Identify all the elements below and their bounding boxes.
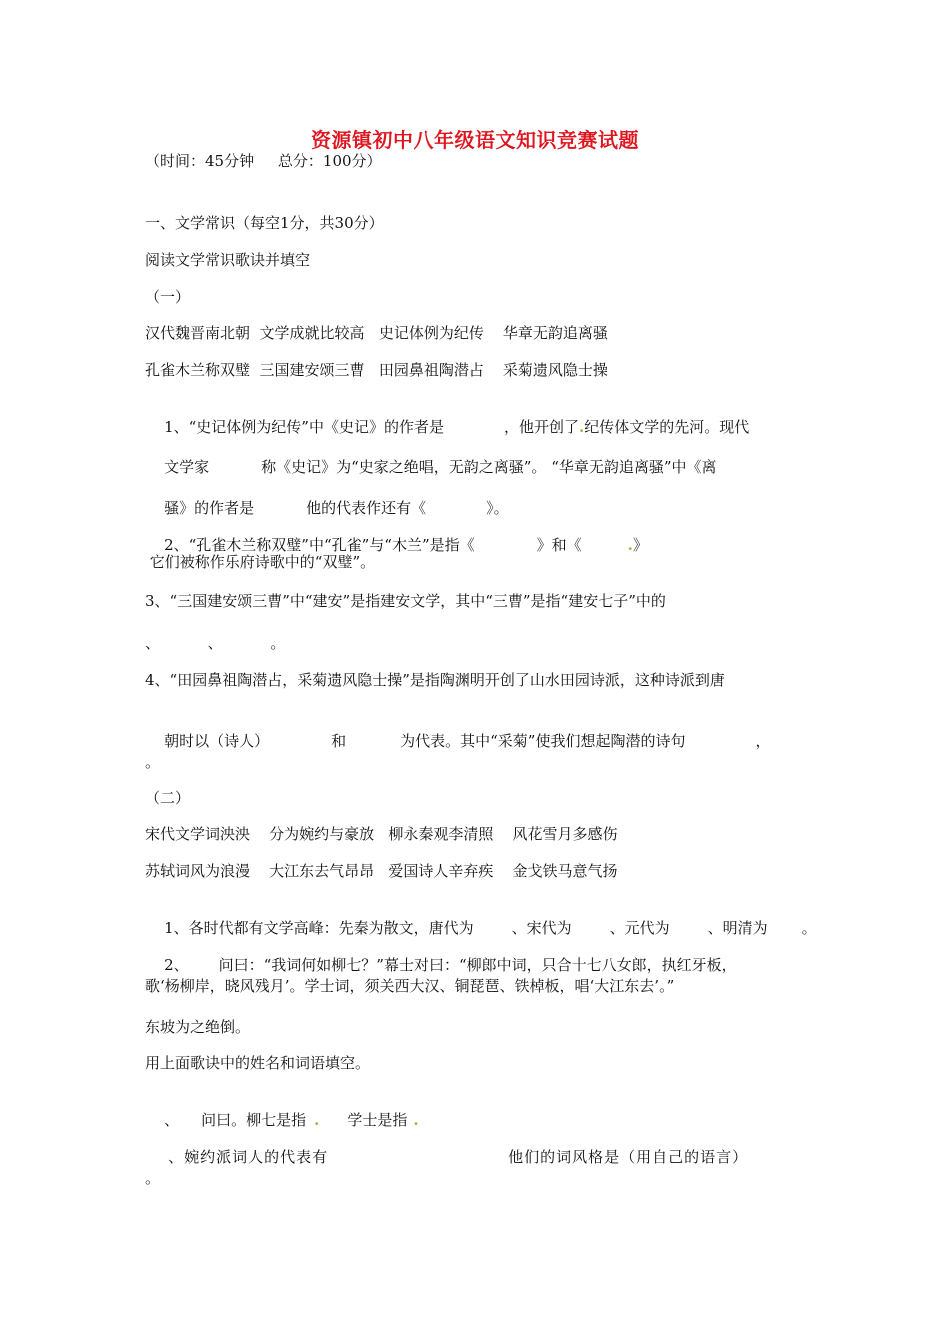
question-1-3-line-2: 、 、 。 bbox=[145, 634, 286, 652]
question-text: 问曰：“我词何如柳七？”幕士对曰：“柳郎中词，只合十七八女郎，执红牙板， bbox=[218, 956, 737, 974]
question-text: 、元代为 bbox=[609, 919, 670, 937]
part-1-verse-2: 孔雀木兰称双璧 三国建安颂三曹 田园鼻祖陶潜占 采菊遗风隐士操 bbox=[145, 361, 608, 379]
question-text: 》。 bbox=[486, 499, 509, 517]
question-text: ，他开创了 bbox=[503, 418, 579, 436]
part-2-instruction: 用上面歌诀中的姓名和词语填空。 bbox=[145, 1054, 371, 1072]
question-text: 》 bbox=[632, 536, 648, 554]
mark-dot: . bbox=[314, 1111, 320, 1129]
part-1-label: （一） bbox=[145, 288, 191, 306]
question-1-4-line-2 bbox=[145, 711, 770, 771]
question-1-3-line-1: 3、“三国建安颂三曹”中“建安”是指建安文学，其中“三曹”是指“建安七子”中的 bbox=[145, 592, 666, 610]
mark-dot: . bbox=[578, 418, 585, 436]
question-text: 。 bbox=[801, 919, 817, 937]
section-1-heading: 一、文学常识（每空1分，共30分） bbox=[145, 214, 384, 232]
part-1-verse-1: 汉代魏晋南北朝 文学成就比较高 史记体例为纪传 华章无韵追离骚 bbox=[145, 324, 608, 342]
question-1-2-line-2: 它们被称作乐府诗歌中的“双璧”。 bbox=[145, 553, 376, 571]
question-text: 、婉约派词人的代表有 bbox=[168, 1148, 329, 1166]
question-text: 1、各时代都有文学高峰：先秦为散文，唐代为 bbox=[164, 919, 474, 937]
question-1-4-line-1: 4、“田园鼻祖陶潜占，采菊遗风隐士操”是指陶渊明开创了山水田园诗派，这种诗派到唐 bbox=[145, 671, 725, 689]
question-text: 2、“孔雀木兰称双璧”中“孔雀”与“木兰”是指《 bbox=[164, 536, 475, 554]
question-text: 学士是指 bbox=[347, 1111, 408, 1129]
question-text: 纪传体文学的先河。现代 bbox=[584, 418, 750, 436]
question-text: 、宋代为 bbox=[511, 919, 572, 937]
mark-dot: . bbox=[413, 1111, 419, 1129]
part-2-label: （二） bbox=[145, 789, 191, 807]
question-text: 他们的词风格是（用自己的语言） bbox=[508, 1148, 749, 1166]
exam-meta: （时间：45分钟 总分：100分） bbox=[145, 152, 382, 170]
question-text: 称《史记》为“史家之绝唱，无韵之离骚”。 “华章无韵追离骚”中《离 bbox=[261, 458, 717, 476]
sub-question-2-line-1 bbox=[145, 1127, 748, 1187]
question-text: 朝时以（诗人） bbox=[164, 732, 270, 750]
mark-dot: . bbox=[627, 536, 633, 554]
question-text: ， bbox=[755, 732, 771, 750]
question-text: 他的代表作还有《 bbox=[306, 499, 427, 517]
question-text: 和 bbox=[331, 732, 347, 750]
question-2-2-line-2: 歌‘杨柳岸，晓风残月’。学士词，须关西大汉、铜琵琶、铁棹板，唱‘大江东去’。” bbox=[145, 977, 675, 995]
part-2-verse-1: 宋代文学词泱泱 分为婉约与豪放 柳永秦观李清照 风花雪月多感伤 bbox=[145, 825, 618, 843]
question-text: 1、“史记体例为纪传”中《史记》的作者是 bbox=[164, 418, 444, 436]
question-text: 骚》的作者是 bbox=[164, 499, 255, 517]
question-2-2-line-3: 东坡为之绝倒。 bbox=[145, 1018, 251, 1036]
question-text: 为代表。其中“采菊”使我们想起陶潜的诗句 bbox=[400, 732, 686, 750]
question-text: 问曰。柳七是指 bbox=[201, 1111, 307, 1129]
question-text: 文学家 bbox=[164, 458, 210, 476]
section-1-instruction: 阅读文学常识歌诀并填空 bbox=[145, 251, 311, 269]
question-text: 2、 bbox=[164, 956, 189, 974]
exam-title: 资源镇初中八年级语文知识竞赛试题 bbox=[311, 128, 639, 152]
question-text: 、明清为 bbox=[707, 919, 768, 937]
question-text: 、 bbox=[164, 1111, 180, 1129]
part-2-verse-2: 苏轼词风为浪漫 大江东去气昂昂 爱国诗人辛弃疾 金戈铁马意气扬 bbox=[145, 862, 618, 880]
sub-question-2-line-2: 。 bbox=[145, 1169, 161, 1187]
question-1-4-line-3: 。 bbox=[145, 753, 161, 771]
question-text: 》和《 bbox=[536, 536, 582, 554]
